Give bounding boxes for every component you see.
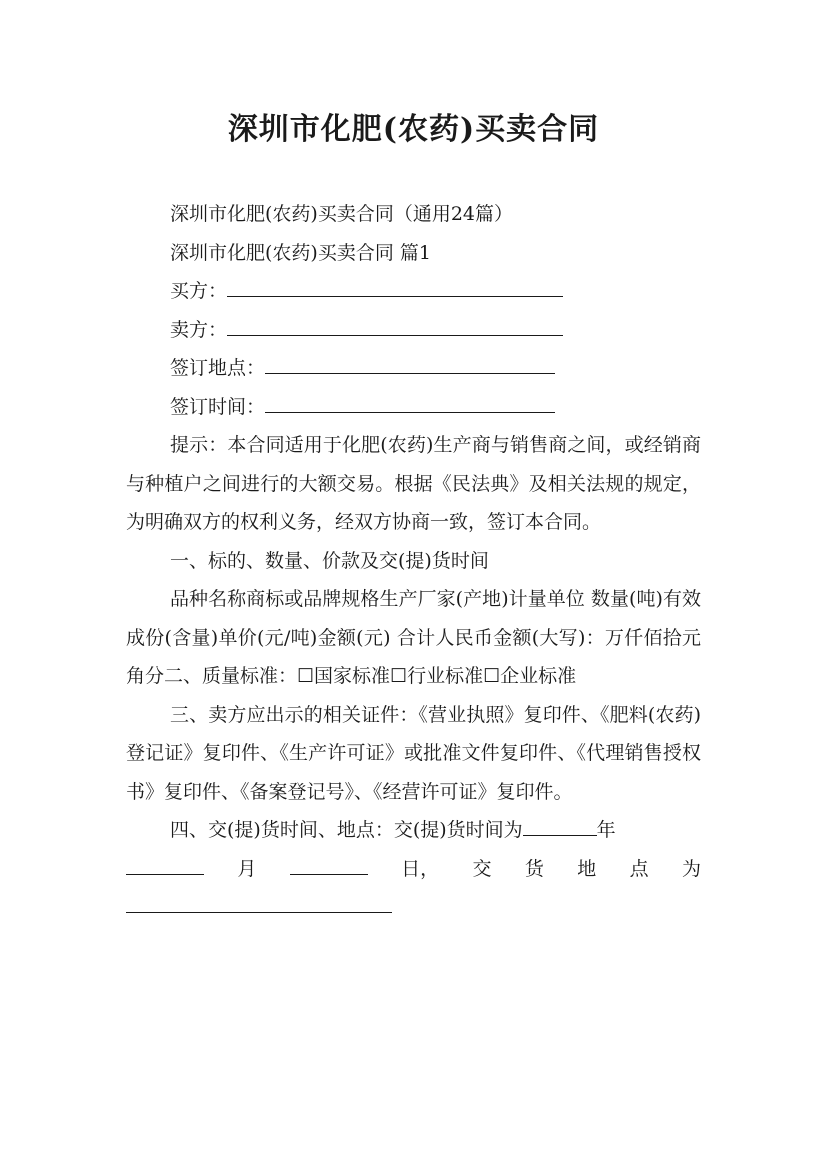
clause-4-line-1	[126, 811, 701, 850]
delivery-place-blank	[126, 890, 392, 913]
place-char: 交	[472, 857, 492, 880]
buyer-label: 买方：	[170, 280, 228, 302]
place-char: 地	[577, 857, 597, 880]
document-title: 深圳市化肥(农药)买卖合同	[227, 112, 600, 147]
place-blank	[265, 351, 555, 374]
place-label: 签订地点：	[170, 357, 266, 379]
month-blank	[126, 852, 204, 875]
time-field	[126, 388, 701, 427]
month-label: 月	[237, 857, 257, 880]
document-body	[126, 195, 701, 927]
year-blank	[523, 813, 597, 836]
time-label: 签订时间：	[170, 395, 266, 418]
seller-field	[126, 311, 701, 350]
day-blank	[290, 852, 368, 875]
tip-paragraph: 提示：本合同适用于化肥(农药)生产商与销售商之间，或经销商与种植户之间进行的大额交易。根据《民法典》及相关法规的规定，为明确双方的权利义务，经双方协商一致，签订本合同。	[126, 434, 701, 533]
place-char: 为	[681, 857, 701, 880]
time-blank	[265, 390, 555, 413]
section-heading: 深圳市化肥(农药)买卖合同 篇1	[170, 241, 431, 264]
year-label: 年	[596, 819, 616, 841]
place-field	[126, 349, 701, 388]
clause-4-prefix: 四、交(提)货时间、地点：交(提)货时间为	[170, 819, 523, 841]
clause-1-heading: 一、标的、数量、价款及交(提)货时间	[170, 549, 489, 572]
place-char: 货	[524, 857, 544, 880]
day-label: 日，	[401, 857, 440, 880]
seller-label: 卖方：	[170, 318, 228, 341]
document-subtitle: 深圳市化肥(农药)买卖合同（通用24篇）	[170, 203, 514, 225]
clause-1-body: 品种名称商标或品牌规格生产厂家(产地)计量单位 数量(吨)有效成份(含量)单价(元/吨)金额(元) 合计人民币金额(大写)：万仟佰拾元角分二、质量标准：☐国家标准☐行业标准☐企业标准	[126, 588, 701, 687]
buyer-blank	[227, 274, 563, 297]
seller-blank	[227, 313, 563, 336]
clause-3-body: 三、卖方应出示的相关证件：《营业执照》复印件、《肥料(农药)登记证》复印件、《生产许可证》或批准文件复印件、《代理销售授权书》复印件、《备案登记号》、《经营许可证》复印件。	[126, 703, 701, 803]
clause-4-line-3	[126, 888, 701, 927]
place-char: 点	[629, 857, 649, 880]
clause-4-line-2	[126, 850, 701, 889]
buyer-field	[126, 272, 701, 311]
